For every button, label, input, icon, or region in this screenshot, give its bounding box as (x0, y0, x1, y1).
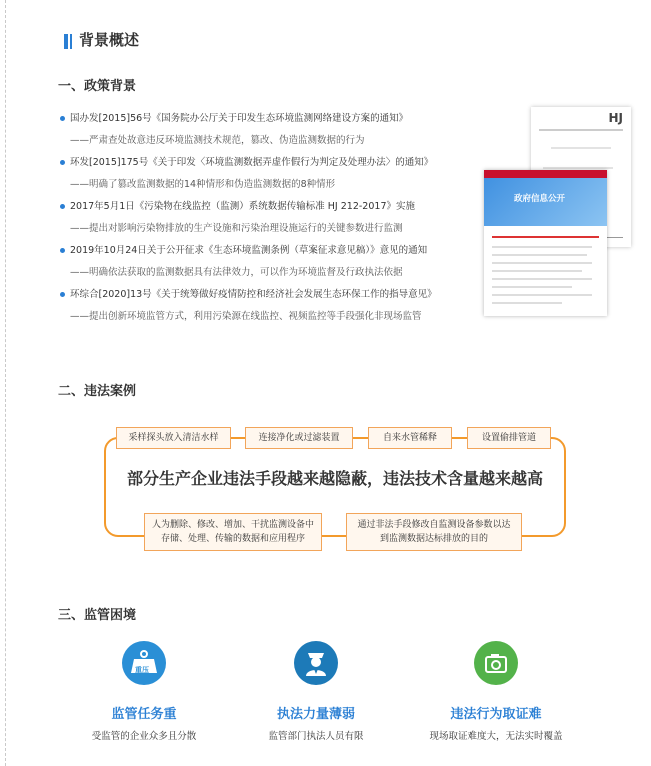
policy-desc-row (58, 219, 498, 241)
policy-desc-row (58, 307, 498, 329)
section-title-difficulties: 三、监管困境 (58, 608, 137, 623)
bullet-icon (60, 160, 65, 165)
policy-title: 2019年10月24日关于公开征求《生态环境监测条例（草案征求意见稿）》意见的通知 (70, 245, 428, 256)
camera-icon (474, 641, 518, 685)
bullet-icon (60, 204, 65, 209)
difficulty-title: 监管任务重 (111, 707, 177, 722)
page-title: 背景概述 (79, 31, 140, 49)
policy-item (58, 109, 498, 131)
doc-header-stripe (484, 170, 607, 178)
doc-red-line (492, 236, 599, 238)
hj-mark: HJ (608, 111, 623, 125)
case-box-top: 自来水管稀释 (368, 427, 452, 449)
weight-icon-label: 重压 (135, 666, 149, 674)
bullet-icon (60, 292, 65, 297)
policy-title: 国办发[2015]56号《国务院办公厅关于印发生态环境监测网络建设方案的通知》 (70, 113, 409, 124)
policy-desc-row (58, 175, 498, 197)
policy-desc: ——明确了篡改监测数据的14种情形和伪造监测数据的8种情形 (70, 179, 336, 190)
weight-icon (122, 641, 166, 685)
policy-item (58, 285, 498, 307)
gov-info-label: 政府信息公开 (514, 194, 566, 204)
title-accent-bar (64, 34, 68, 49)
section-title-cases: 二、违法案例 (58, 384, 137, 399)
difficulty-title: 执法力量薄弱 (276, 707, 355, 722)
title-accent-bar-thin (70, 34, 72, 49)
difficulty-icon-circle (122, 641, 166, 685)
policy-list (58, 109, 498, 329)
difficulty-desc: 现场取证难度大，无法实时覆盖 (429, 731, 563, 742)
policy-title: 环综合[2020]13号《关于统筹做好疫情防控和经济社会发展生态环保工作的指导意见》 (70, 289, 437, 300)
difficulty-desc: 监管部门执法人员有限 (268, 731, 364, 742)
case-box-bottom: 通过非法手段修改自监测设备参数以达到监测数据达标排放的目的 (346, 513, 522, 551)
policy-desc: ——明确依法获取的监测数据具有法律效力，可以作为环境监督及行政执法依据 (70, 267, 403, 278)
bullet-icon (60, 116, 65, 121)
difficulty-title: 违法行为取证难 (450, 707, 542, 722)
policy-title: 环发[2015]175号《关于印发〈环境监测数据弄虚作假行为判定及处理办法〉的通知》 (70, 157, 434, 168)
difficulty-desc: 受监管的企业众多且分散 (91, 731, 197, 742)
policy-item (58, 197, 498, 219)
difficulty-icon-circle (474, 641, 518, 685)
policy-desc-row (58, 131, 498, 153)
officer-icon (294, 641, 338, 685)
difficulty-icon-circle (294, 641, 338, 685)
case-box-bottom: 人为删除、修改、增加、干扰监测设备中存储、处理、传输的数据和应用程序 (144, 513, 322, 551)
policy-desc: ——严肃查处故意违反环境监测技术规范，篡改、伪造监测数据的行为 (70, 135, 365, 146)
section-title-policy: 一、政策背景 (58, 79, 137, 94)
policy-item (58, 153, 498, 175)
page-border-dashed (5, 0, 6, 766)
policy-desc: ——提出对影响污染物排放的生产设施和污染治理设施运行的关键参数进行监测 (70, 223, 403, 234)
policy-item (58, 241, 498, 263)
policy-title: 2017年5月1日《污染物在线监控（监测）系统数据传输标准 HJ 212-2017》实施 (70, 201, 415, 212)
case-box-top: 连接净化或过滤装置 (245, 427, 353, 449)
policy-desc-row (58, 263, 498, 285)
policy-desc: ——提出创新环境监管方式，利用污染源在线监控、视频监控等手段强化非现场监管 (70, 311, 422, 322)
case-box-top: 设置偷排管道 (467, 427, 551, 449)
case-main-statement: 部分生产企业违法手段越来越隐蔽，违法技术含量越来越高 (126, 469, 543, 488)
bullet-icon (60, 248, 65, 253)
gov-info-document-image (484, 170, 607, 316)
case-box-top: 采样探头放入清洁水样 (116, 427, 231, 449)
